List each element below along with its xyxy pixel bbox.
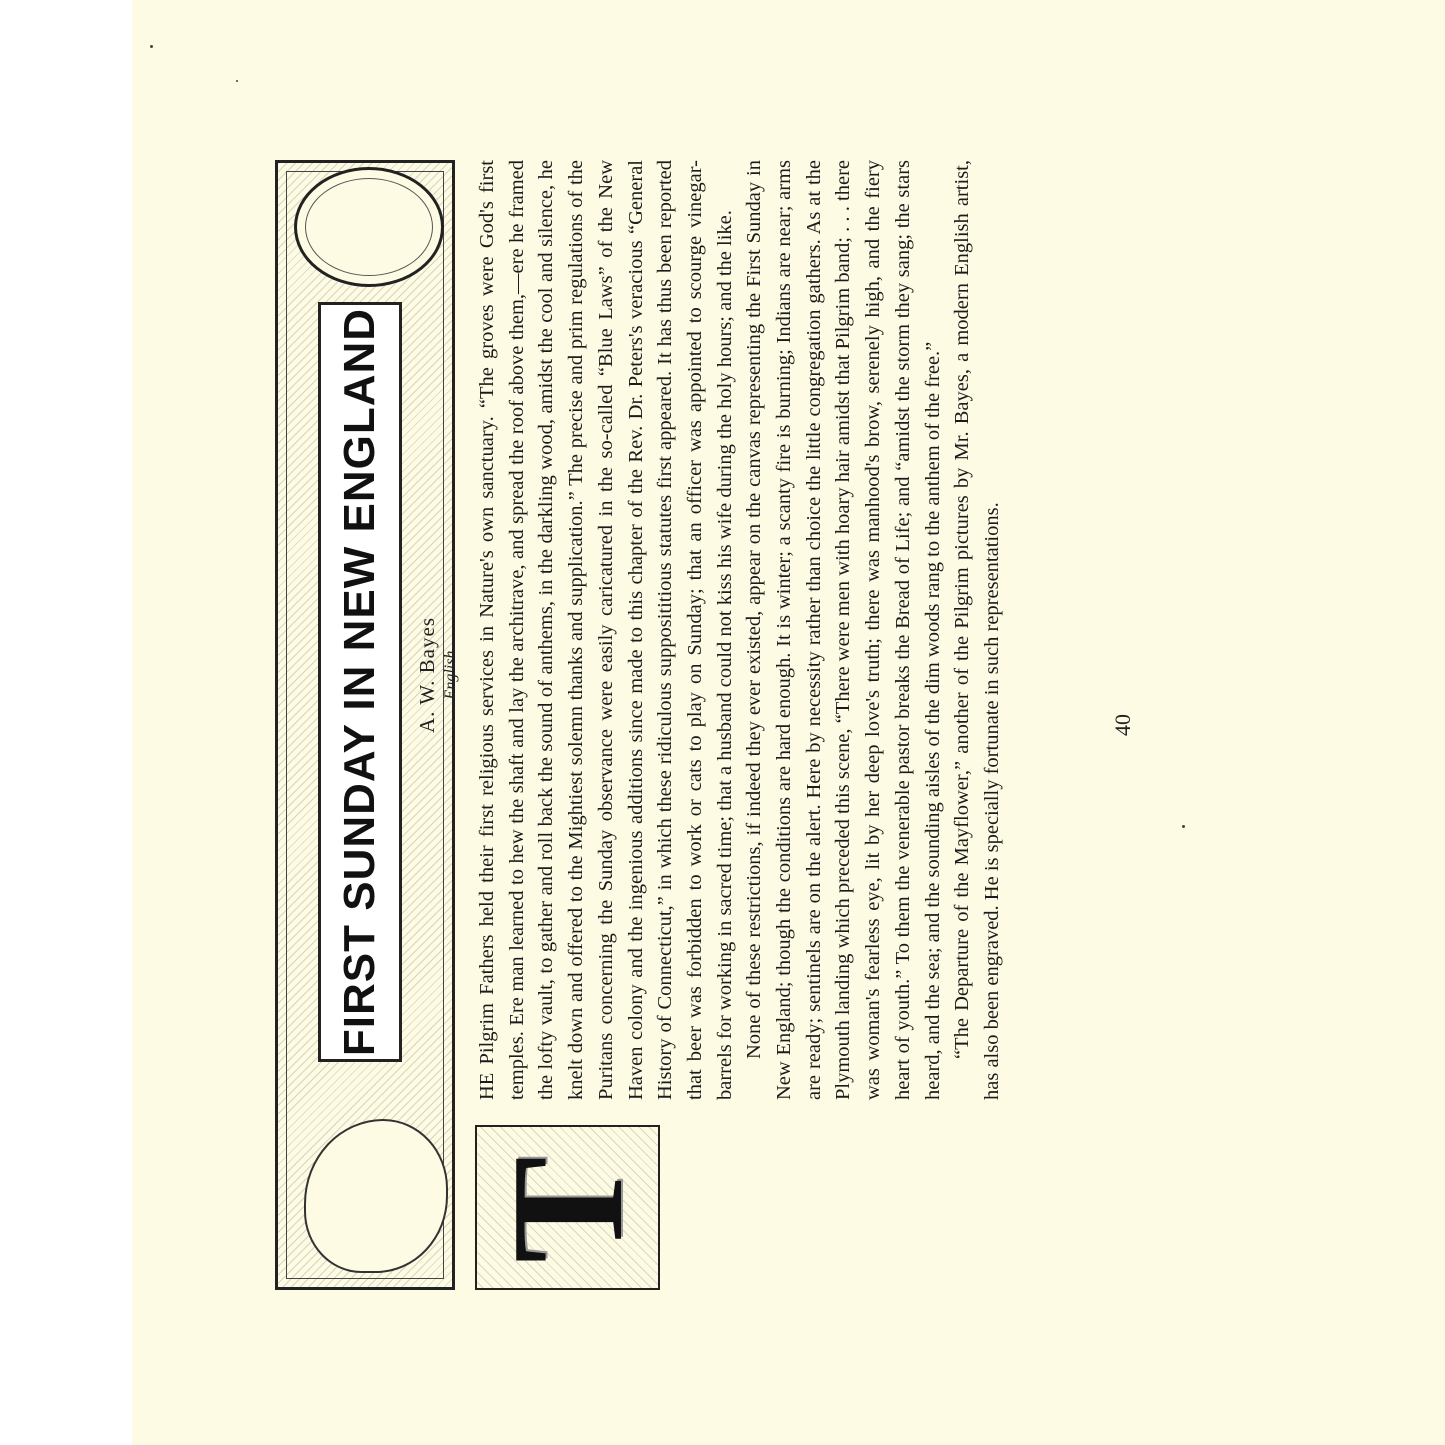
paragraph: “The Departure of the Mayflower,” another of the Pilgrim pictures by Mr. Bayes, a modern English artist, has also been engraved. He is specially fortunate in such representations. [951,160,1003,1100]
paper-speck [1182,825,1185,828]
paragraph: None of these restrictions, if indeed they ever existed, appear on the canvas representing the First Sunday in New England; though the conditions are hard enough. It is winter; a scanty fire is burning; Indians are near; arms are ready; sentinels are on the alert. Here by necessity rather than choice the little congregation gathers. As at the Plymouth landing which preceded this scene, “There were men with hoary hair amidst that Pilgrim band; . . . there was woman's fearless eye, lit by her deep love's truth; there was manhood's brow, serenely high, and the fiery heart of youth.” To them the venerable pastor breaks the Bread of Life; and “amidst the storm they sang; the stars heard, and the sea; and the sounding aisles of the dim woods rang to the anthem of the free.” [743,160,944,1100]
byline [415,525,460,825]
rotated-page-content [275,160,1135,1290]
page-title: FIRST SUNDAY IN NEW ENGLAND [335,307,384,1057]
pilgrim-medallion-icon [294,167,444,287]
paper-speck [150,45,153,48]
paper-speck [236,80,238,82]
medallion-inner-ring [305,178,433,276]
drop-cap-letter: T [478,1156,656,1263]
author-nationality: English [442,650,459,700]
article-body [473,160,1008,1100]
page-number: 40 [1110,714,1135,736]
author-name: A. W. Bayes [415,617,439,733]
title-panel [318,302,402,1062]
drop-cap-ornament [475,1125,660,1290]
paragraph: HE Pilgrim Fathers held their first religious services in Nature's own sanctuary. “The groves were God's first temples. Ere man learned to hew the shaft and lay the architrave, and spread the roof above them,—ere he framed the lofty vault, to gather and roll back the sound of anthems, in the darkling wood, amidst the cool and silence, he knelt down and offered to the Mightiest solemn thanks and supplication.” The precise and prim regulations of the Puritans concerning the Sunday observance were easily caricatured in the so-called “Blue Laws” of the New Haven colony and the ingenious additions since made to this chapter of the Rev. Dr. Peters's veracious “General History of Connecticut,” in which these ridiculous supposititious statutes first appeared. It has thus been reported that beer was forbidden to work or cats to play on Sunday; that an officer was appointed to scourge vinegar-barrels for working in sacred time; that a husband could not kiss his wife during the holy hours; and the like. [476,160,736,1100]
